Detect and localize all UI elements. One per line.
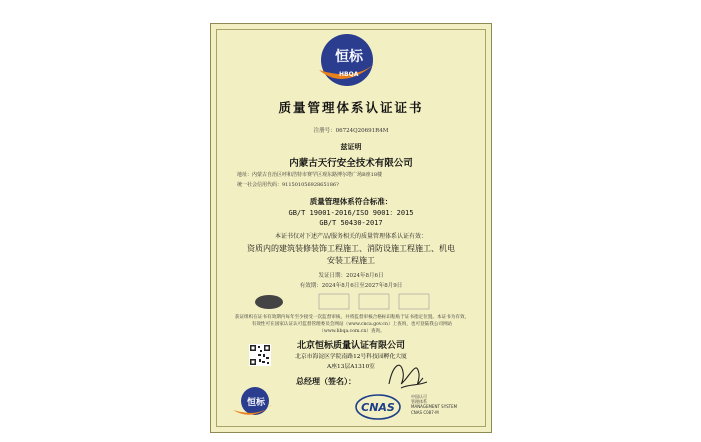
hereby-certify: 兹证明 [340, 142, 362, 151]
seal-mark-icon [255, 295, 283, 309]
hbqa-logo [317, 30, 381, 94]
credit-code: 统一社会信用代码：91150105692865186? [237, 182, 339, 188]
standard-line-2: GB/T 50430-2017 [319, 219, 383, 227]
standard-line-1: GB/T 19001-2016/ISO 9001：2015 [288, 209, 414, 217]
logo-text: 恒标 [335, 49, 363, 65]
supervision-marks [251, 292, 451, 312]
logo-small-text: 恒标 [246, 398, 266, 408]
ms-line-3: MANAGEMENT SYSTEM [411, 404, 458, 410]
registration-number: 注册号：06724Q20691R4M [313, 128, 389, 134]
standard-heading: 质量管理体系符合标准： [309, 197, 393, 206]
audit-box-1 [319, 294, 349, 309]
validity-period: 有效期：2024年8月6日至2027年8月9日 [299, 283, 403, 289]
audit-box-3 [399, 294, 429, 309]
scope-heading: 本证书仅对下述产品/服务相关的质量管理体系认证有效： [274, 233, 428, 240]
hbqa-logo-small [231, 384, 275, 422]
audit-box-2 [359, 294, 389, 309]
issuer-address-1: 北京市海淀区学院南路12号科技园孵化大厦 [295, 354, 407, 360]
ms-line-2: 管理体系 [411, 399, 427, 405]
issuer-name: 北京恒标质量认证有限公司 [296, 341, 405, 351]
scope-line-2: 安装工程施工 [327, 256, 375, 265]
company-address: 地址：内蒙古自治区呼和浩特市赛罕区观东路博尔塔广场B座18楼 [237, 172, 383, 178]
issuer-address-2: A座13层A1310室 [327, 364, 375, 370]
cnas-text: CNAS [361, 401, 395, 414]
validity-note: 获证组织在证书有效期内每年至少接受一次监督审核，并将监督审核合格标识粘贴于证书指定位置。本证书为有效，有效性可在国家认证认可监督管理委员会网站（www.cnca.gov.cn）上查询，也可登陆我公司网站（www.hbqa.com.cn）查询。 [234, 315, 470, 334]
scope-line-1: 资质内的建筑装修装饰工程施工、消防设施工程施工、机电 [247, 244, 455, 253]
ms-line-4: CNAS C087-M [411, 409, 439, 415]
logo-sub: HBQA [339, 71, 359, 78]
cnas-logo [351, 392, 405, 422]
signature-icon [383, 354, 433, 394]
issue-date: 发证日期：2024年8月6日 [318, 273, 384, 279]
company-name: 内蒙古天行安全技术有限公司 [289, 158, 413, 169]
certificate [210, 23, 492, 433]
certificate-title: 质量管理体系认证证书 [278, 100, 424, 115]
general-manager-label: 总经理（签名）： [296, 376, 356, 386]
accreditation-mark [411, 394, 463, 420]
ms-line-1: 中国认可 [411, 394, 427, 399]
